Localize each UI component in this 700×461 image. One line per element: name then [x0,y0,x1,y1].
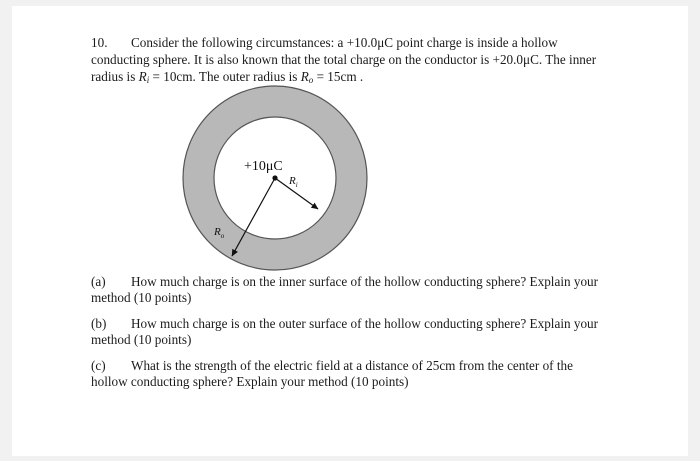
charge-label: +10μC [244,159,283,174]
inner-radius-subscript: i [146,75,150,85]
outer-radius-symbol: R [300,69,309,84]
outer-radius-diagram-subscript: o [220,232,225,240]
part-a-text-1: How much charge is on the inner surface of the hollow conducting sphere? Explain your [131,274,599,289]
part-b-line-1 [91,316,598,332]
outer-radius-subscript: o [308,75,314,85]
part-b-label: (b) [91,316,107,331]
part-a-line-2: method (10 points) [91,290,192,305]
part-a-line-1 [91,274,598,290]
part-c-line-2: hollow conducting sphere? Explain your method (10 points) [91,374,409,389]
part-b-text-1: How much charge is on the outer surface of the hollow conducting sphere? Explain your [131,316,599,331]
question-intro-line-2: conducting sphere. It is also known that the total charge on the conductor is +20.0μC. The inner [91,52,597,67]
question-number: 10. [91,35,108,50]
inner-radius-diagram-subscript: i [295,181,298,189]
part-a-label: (a) [91,274,106,289]
inner-radius-symbol: R [138,69,147,84]
outer-radius-value: = 15cm [313,69,357,84]
radius-intro-text: radius is [91,69,139,84]
part-b-line-2: method (10 points) [91,332,192,347]
outer-radius-intro-text: . The outer radius is [192,69,301,84]
question-intro-text-1: Consider the following circumstances: a +10.0μC point charge is inside a hollow [131,35,558,50]
intro-line-end: . [356,69,364,84]
inner-radius-value: = 10cm [149,69,193,84]
part-c-label: (c) [91,358,106,373]
inner-radius-diagram-symbol: R [289,175,296,187]
part-c-text-1: What is the strength of the electric field at a distance of 25cm from the center of the [131,358,573,373]
outer-radius-diagram-symbol: R [214,226,221,238]
part-c-line-1 [91,358,573,374]
